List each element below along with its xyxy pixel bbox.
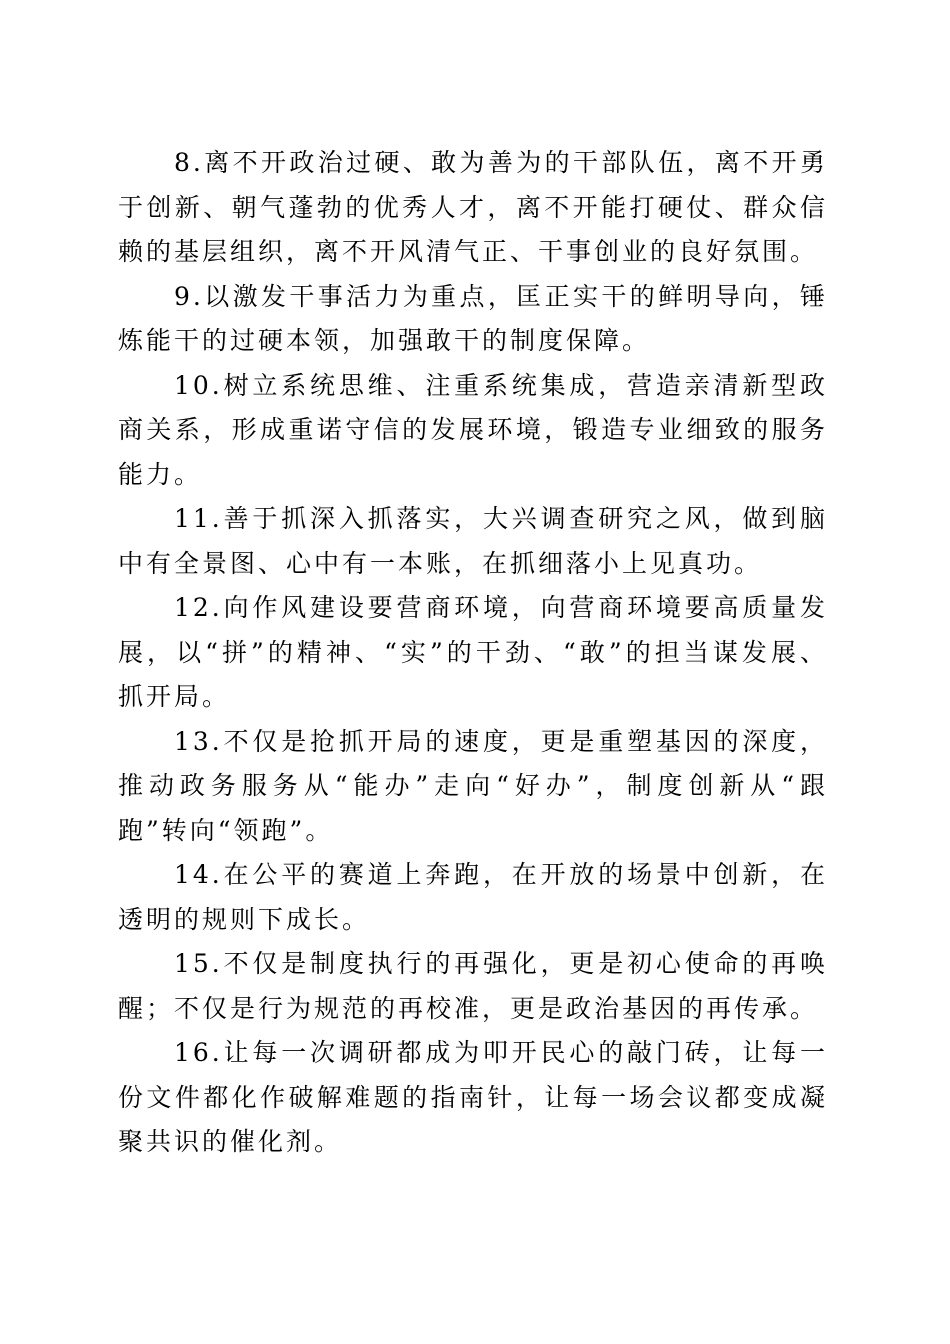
- paragraph-15: 15.不仅是制度执行的再强化，更是初心使命的再唤醒；不仅是行为规范的再校准，更是政治基因的再传承。: [118, 949, 828, 1023]
- paragraph-10: 10.树立系统思维、注重系统集成，营造亲清新型政商关系，形成重诺守信的发展环境，锻造专业细致的服务能力。: [118, 370, 828, 489]
- paragraph-9: 9.以激发干事活力为重点，匡正实干的鲜明导向，锤炼能干的过硬本领，加强敢干的制度保障。: [118, 281, 828, 355]
- document-body: [118, 141, 828, 1165]
- paragraph-14: 14.在公平的赛道上奔跑，在开放的场景中创新，在透明的规则下成长。: [118, 860, 828, 934]
- paragraph-16: 16.让每一次调研都成为叩开民心的敲门砖，让每一份文件都化作破解难题的指南针，让每一场会议都变成凝聚共识的催化剂。: [118, 1038, 828, 1156]
- paragraph-13: 13.不仅是抢抓开局的速度，更是重塑基因的深度，推动政务服务从“能办”走向“好办”，制度创新从“跟跑”转向“领跑”。: [118, 726, 828, 845]
- paragraph-8: 8.离不开政治过硬、敢为善为的干部队伍，离不开勇于创新、朝气蓬勃的优秀人才，离不开能打硬仗、群众信赖的基层组织，离不开风清气正、干事创业的良好氛围。: [118, 148, 828, 266]
- paragraph-11: 11.善于抓深入抓落实，大兴调查研究之风，做到脑中有全景图、心中有一本账，在抓细落小上见真功。: [118, 504, 828, 578]
- paragraph-12: 12.向作风建设要营商环境，向营商环境要高质量发展，以“拼”的精神、“实”的干劲、“敢”的担当谋发展、抓开局。: [118, 593, 828, 711]
